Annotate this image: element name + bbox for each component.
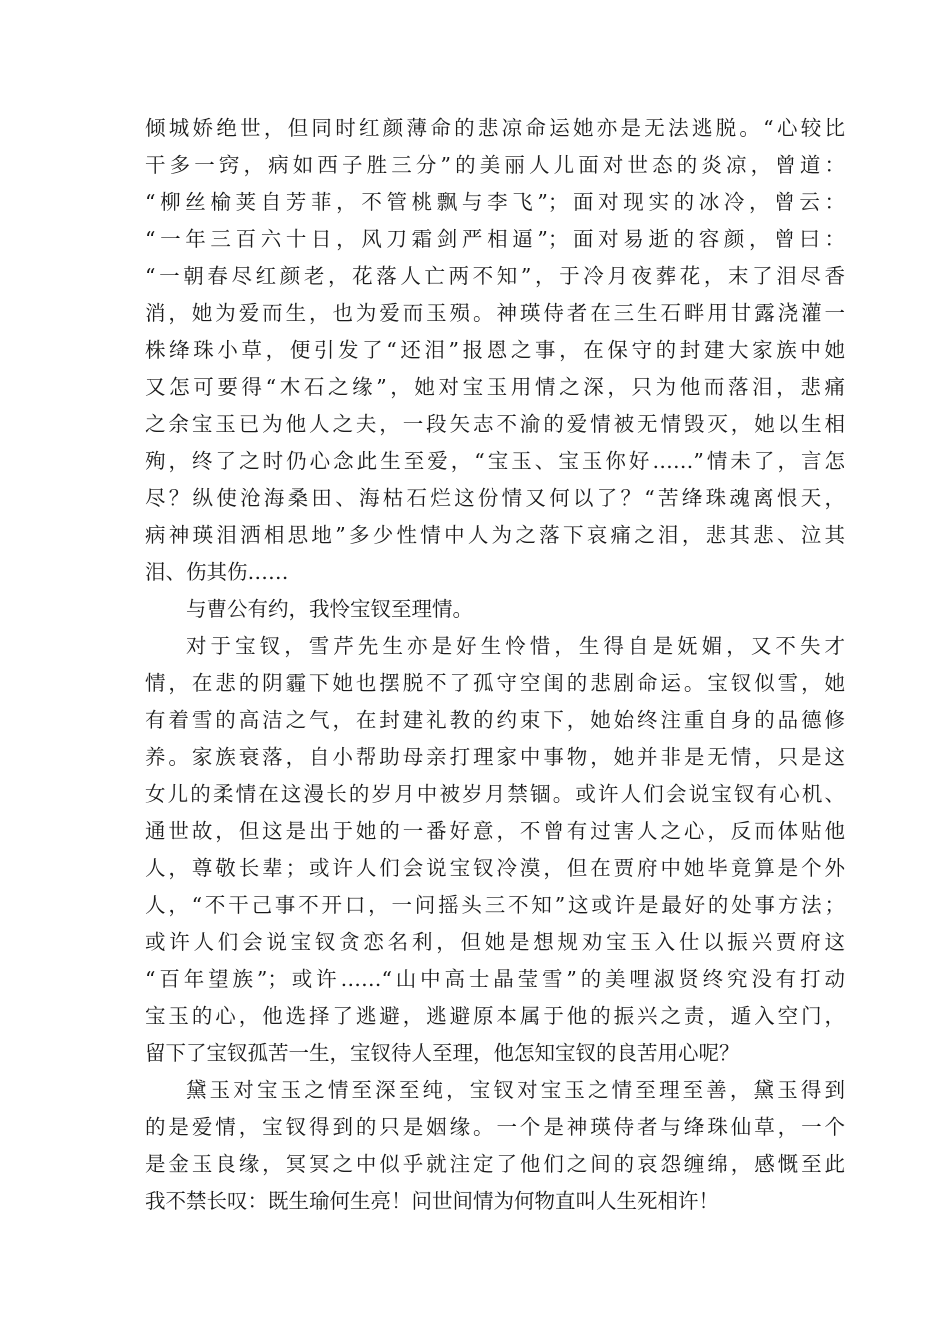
text-line: 女儿的柔情在这漫长的岁月中被岁月禁锢。或许人们会说宝钗有心机、: [145, 782, 845, 806]
body-text: [145, 110, 845, 1220]
text-line: 我不禁长叹：既生瑜何生亮！问世间情为何物直叫人生死相许！: [145, 1189, 719, 1213]
text-line: 对于宝钗，雪芹先生亦是好生怜惜，生得自是妩媚，又不失才: [186, 634, 845, 658]
text-line: 有着雪的高洁之气，在封建礼教的约束下，她始终注重自身的品德修: [145, 708, 845, 732]
text-line: 病神瑛泪洒相思地”多少性情中人为之落下哀痛之泪，悲其悲、泣其: [145, 523, 845, 547]
text-line: 留下了宝钗孤苦一生，宝钗待人至理，他怎知宝钗的良苦用心呢？: [145, 1041, 740, 1065]
text-line: 人，“不干己事不开口，一问摇头三不知”这或许是最好的处事方法；: [145, 893, 845, 917]
text-line: 干多一窍，病如西子胜三分”的美丽人儿面对世态的炎凉，曾道：: [145, 153, 845, 177]
paragraph: [145, 110, 845, 591]
text-line: 情，在悲的阴霾下她也摆脱不了孤守空闺的悲剧命运。宝钗似雪，她: [145, 671, 845, 695]
text-line: 或许人们会说宝钗贪恋名利，但她是想规劝宝玉入仕以振兴贾府这: [145, 930, 845, 954]
text-line: 倾城娇绝世，但同时红颜薄命的悲凉命运她亦是无法逃脱。“心较比: [145, 116, 845, 140]
text-line: 人，尊敬长辈；或许人们会说宝钗冷漠，但在贾府中她毕竟算是个外: [145, 856, 845, 880]
text-line: “一朝春尽红颜老，花落人亡两不知”，于冷月夜葬花，末了泪尽香: [145, 264, 845, 288]
text-line: 通世故，但这是出于她的一番好意，不曾有过害人之心，反而体贴他: [145, 819, 845, 843]
text-line: “柳丝榆荚自芳菲，不管桃飘与李飞”；面对现实的冰冷，曾云：: [145, 190, 845, 214]
text-line: “百年望族”；或许……“山中高士晶莹雪”的美哩淑贤终究没有打动: [145, 967, 845, 991]
text-line: “一年三百六十日，风刀霜剑严相逼”；面对易逝的容颜，曾曰：: [145, 227, 845, 251]
paragraph: [145, 591, 845, 628]
text-line: 黛玉对宝玉之情至深至纯，宝钗对宝玉之情至理至善，黛玉得到: [186, 1078, 845, 1102]
text-line: 尽？纵使沧海桑田、海枯石烂这份情又何以了？“苦绛珠魂离恨天，: [145, 486, 845, 510]
text-line: 养。家族衰落，自小帮助母亲打理家中事物，她并非是无情，只是这: [145, 745, 845, 769]
text-line: 宝玉的心，他选择了逃避，逃避原本属于他的振兴之责，遁入空门，: [145, 1004, 845, 1028]
text-line: 殉，终了之时仍心念此生至爱，“宝玉、宝玉你好……”情未了，言怎: [145, 449, 845, 473]
text-line: 株绛珠小草，便引发了“还泪”报恩之事，在保守的封建大家族中她: [145, 338, 845, 362]
paragraph: [145, 628, 845, 1072]
text-line: 泪、伤其伤……: [145, 560, 289, 584]
paragraph: [145, 1072, 845, 1220]
text-line: 又怎可要得“木石之缘”，她对宝玉用情之深，只为他而落泪，悲痛: [145, 375, 845, 399]
text-line: 之余宝玉已为他人之夫，一段矢志不渝的爱情被无情毁灭，她以生相: [145, 412, 845, 436]
text-line: 是金玉良缘，冥冥之中似乎就注定了他们之间的哀怨缠绵，感慨至此: [145, 1152, 845, 1176]
text-line: 消，她为爱而生，也为爱而玉殒。神瑛侍者在三生石畔用甘露浇灌一: [145, 301, 845, 325]
text-line: 与曹公有约，我怜宝钗至理情。: [186, 597, 473, 621]
text-line: 的是爱情，宝钗得到的只是姻缘。一个是神瑛侍者与绛珠仙草，一个: [145, 1115, 845, 1139]
